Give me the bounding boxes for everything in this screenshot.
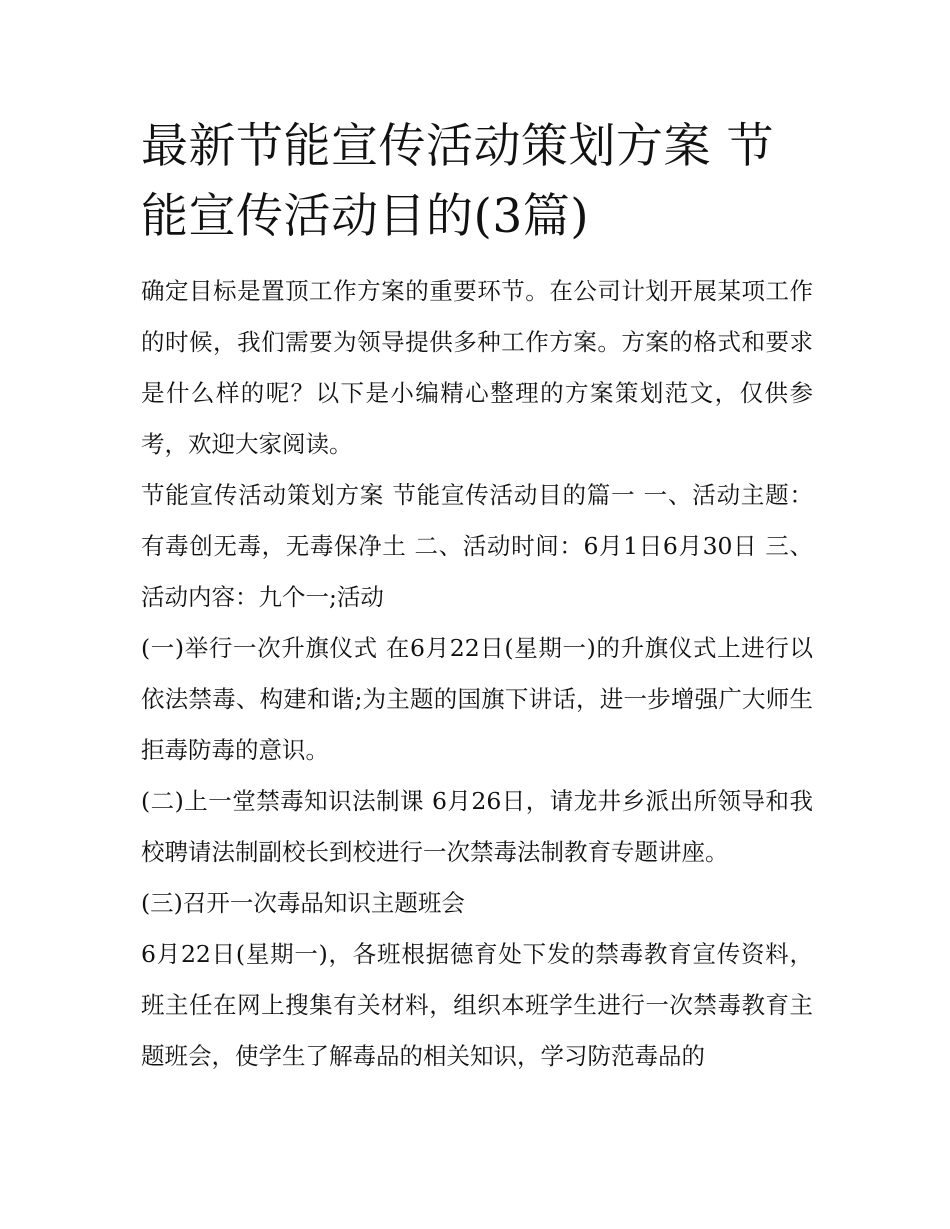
paragraph-law-class: (二)上一堂禁毒知识法制课 6月26日，请龙井乡派出所领导和我校聘请法制副校长到校进行一次禁毒法制教育专题讲座。 (141, 787, 813, 866)
paragraph-class-meeting-heading: (三)召开一次毒品知识主题班会 (141, 889, 465, 917)
document-body (141, 266, 813, 1082)
document-title: 最新节能宣传活动策划方案 节能宣传活动目的(3篇) (141, 119, 774, 244)
paragraph-flag-ceremony: (一)举行一次升旗仪式 在6月22日(星期一)的升旗仪式上进行以依法禁毒、构建和谐;为主题的国旗下讲话，进一步增强广大师生拒毒防毒的意识。 (141, 634, 813, 764)
document-page (141, 112, 813, 1082)
paragraph-intro: 确定目标是置顶工作方案的重要环节。在公司计划开展某项工作的时候，我们需要为领导提供多种工作方案。方案的格式和要求是什么样的呢？以下是小编精心整理的方案策划范文，仅供参考，欢迎大家阅读。 (141, 277, 813, 458)
paragraph-plan-heading: 节能宣传活动策划方案 节能宣传活动目的篇一 一、活动主题：有毒创无毒，无毒保净土 二、活动时间：6月1日6月30日 三、活动内容：九个一;活动 (141, 481, 813, 611)
paragraph-class-meeting: 6月22日(星期一)，各班根据德育处下发的禁毒教育宣传资料，班主任在网上搜集有关材料，组织本班学生进行一次禁毒教育主题班会，使学生了解毒品的相关知识，学习防范毒品的 (141, 940, 813, 1070)
